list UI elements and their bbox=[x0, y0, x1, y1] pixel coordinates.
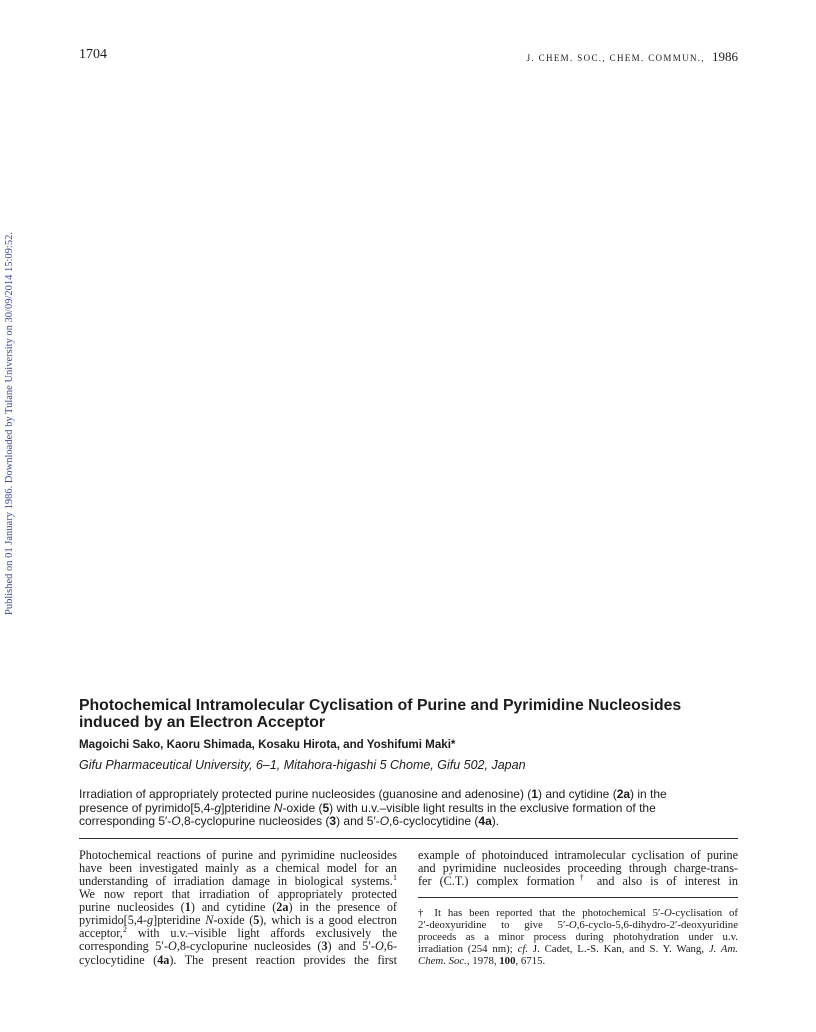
superscript: 1 bbox=[392, 873, 397, 883]
footnote-line bbox=[418, 943, 738, 955]
italic-text: g bbox=[214, 800, 222, 815]
bold-text: 3 bbox=[329, 814, 337, 828]
text-run: ]pteridine bbox=[221, 800, 274, 815]
bold-text: 4a bbox=[157, 952, 170, 967]
text-run: , 1978, bbox=[466, 955, 500, 967]
author-affiliation: Gifu Pharmaceutical University, 6–1, Mitahora-higashi 5 Chome, Gifu 502, Japan bbox=[79, 758, 526, 772]
bold-text: 2a bbox=[276, 900, 289, 915]
text-run: ) and cytidine ( bbox=[537, 787, 617, 801]
text-run: We now report that irradiation of appropriately protected bbox=[79, 887, 397, 902]
italic-text: N bbox=[205, 913, 214, 928]
bold-text: 4a bbox=[478, 814, 492, 828]
text-run: ,8-cyclopurine nucleosides ( bbox=[180, 814, 330, 828]
bold-text: 3 bbox=[321, 939, 328, 954]
text-run: ) and 5′- bbox=[327, 939, 375, 954]
text-run: ) in the presence of bbox=[288, 900, 397, 915]
text-run: ,6-cyclo-5,6-dihydro-2′-deoxyuridine bbox=[576, 919, 738, 931]
footnote-line bbox=[418, 907, 738, 919]
text-run: purine nucleosides ( bbox=[79, 900, 185, 915]
article-title bbox=[79, 697, 681, 731]
text-run: ), which is a good electron bbox=[259, 913, 397, 928]
italic-text: O bbox=[663, 907, 672, 919]
bold-text: 100 bbox=[499, 955, 516, 967]
text-run: ). The present reaction provides the first bbox=[169, 952, 397, 967]
text-run: understanding of irradiation damage in biological systems. bbox=[79, 874, 393, 889]
italic-text: O bbox=[379, 814, 390, 828]
footnote bbox=[418, 907, 738, 967]
text-run: ) with u.v.–visible light results in the exclusive formation of the bbox=[329, 800, 656, 815]
journal-name: J. CHEM. SOC., CHEM. COMMUN., bbox=[526, 53, 705, 63]
text-run: ) and 5′- bbox=[336, 814, 380, 828]
article-title-line: induced by an Electron Acceptor bbox=[79, 714, 326, 731]
text-run: Irradiation of appropriately protected purine nucleosides (guanosine and adenosine) ( bbox=[79, 787, 532, 801]
text-run: fer (C.T.) complex formation bbox=[418, 874, 575, 889]
text-run: ) and cytidine ( bbox=[190, 900, 277, 915]
bold-text: 1 bbox=[531, 787, 538, 801]
text-run: ) in the bbox=[630, 787, 667, 801]
bold-text: 5 bbox=[322, 800, 330, 815]
footnote-line bbox=[418, 931, 738, 943]
text-run: , 6715. bbox=[515, 955, 546, 967]
text-run: -oxide ( bbox=[282, 800, 323, 815]
superscript: † bbox=[574, 873, 589, 883]
text-run: have been investigated mainly as a chemical model for an bbox=[79, 861, 397, 876]
text-run: ,8-cyclopurine nucleosides ( bbox=[176, 939, 322, 954]
journal-year: 1986 bbox=[712, 49, 738, 64]
text-run: with u.v.–visible light affords exclusively the bbox=[126, 926, 397, 941]
italic-text: g bbox=[147, 913, 154, 928]
journal-running-head bbox=[527, 49, 738, 66]
text-run: 2′-deoxyuridine to give 5′- bbox=[418, 919, 569, 931]
page-number: 1704 bbox=[79, 47, 107, 62]
superscript: 2 bbox=[122, 925, 127, 935]
abstract bbox=[79, 788, 667, 829]
italic-text: Chem. Soc. bbox=[418, 955, 467, 967]
abstract-line bbox=[79, 802, 667, 816]
download-notice: Published on 01 January 1986. Downloaded by Tulane University on 30/09/2014 15:09:52. bbox=[4, 232, 15, 615]
italic-text: cf. bbox=[517, 943, 529, 955]
italic-text: N bbox=[273, 800, 283, 815]
author-list: Magoichi Sako, Kaoru Shimada, Kosaku Hirota, and Yoshifumi Maki* bbox=[79, 738, 456, 751]
body-column-right bbox=[418, 849, 738, 888]
italic-text: O bbox=[374, 939, 384, 954]
bold-text: 5 bbox=[253, 913, 260, 928]
text-run: presence of pyrimido[5,4- bbox=[79, 800, 215, 815]
body-text-line bbox=[79, 954, 397, 967]
text-run: ,6- bbox=[383, 939, 397, 954]
text-run: corresponding 5′- bbox=[79, 814, 172, 828]
text-run: ). bbox=[491, 814, 500, 828]
text-run: J. Cadet, L.-S. Kan, and S. Y. Wang, bbox=[528, 943, 709, 955]
section-divider bbox=[79, 838, 738, 839]
footnote-line bbox=[418, 919, 738, 931]
text-run: proceeds as a minor process during photohydration under u.v. bbox=[418, 931, 738, 943]
text-run: corresponding 5′- bbox=[79, 939, 169, 954]
text-run: Photochemical reactions of purine and pyrimidine nucleosides bbox=[79, 848, 397, 862]
text-run: † It has been reported that the photochemical 5′- bbox=[418, 907, 664, 919]
text-run: and pyrimidine nucleosides proceeding through charge-trans- bbox=[418, 861, 738, 876]
footnote-divider bbox=[418, 897, 738, 898]
article-title-line: Photochemical Intramolecular Cyclisation of Purine and Pyrimidine Nucleosides bbox=[79, 697, 682, 714]
italic-text: O bbox=[171, 814, 181, 828]
text-run: irradiation (254 nm); bbox=[418, 943, 518, 955]
body-text-line bbox=[418, 875, 738, 888]
text-run: pyrimido[5,4- bbox=[79, 913, 148, 928]
italic-text: O bbox=[168, 939, 177, 954]
italic-text: O bbox=[568, 919, 577, 931]
footnote-line bbox=[418, 955, 738, 967]
text-run: example of photoinduced intramolecular cyclisation of purine bbox=[418, 848, 738, 862]
abstract-line bbox=[79, 815, 667, 829]
italic-text: J. Am. bbox=[708, 943, 739, 955]
bold-text: 2a bbox=[616, 787, 631, 801]
body-column-left bbox=[79, 849, 397, 967]
text-run: ,6-cyclocytidine ( bbox=[389, 814, 479, 828]
bold-text: 1 bbox=[184, 900, 191, 915]
text-run: cyclocytidine ( bbox=[79, 952, 158, 967]
abstract-line bbox=[79, 788, 667, 802]
text-run: and also is of interest in bbox=[588, 874, 738, 889]
text-run: acceptor, bbox=[79, 926, 123, 941]
text-run: -cyclisation of bbox=[671, 907, 738, 919]
text-run: -oxide ( bbox=[213, 913, 254, 928]
text-run: ]pteridine bbox=[153, 913, 206, 928]
